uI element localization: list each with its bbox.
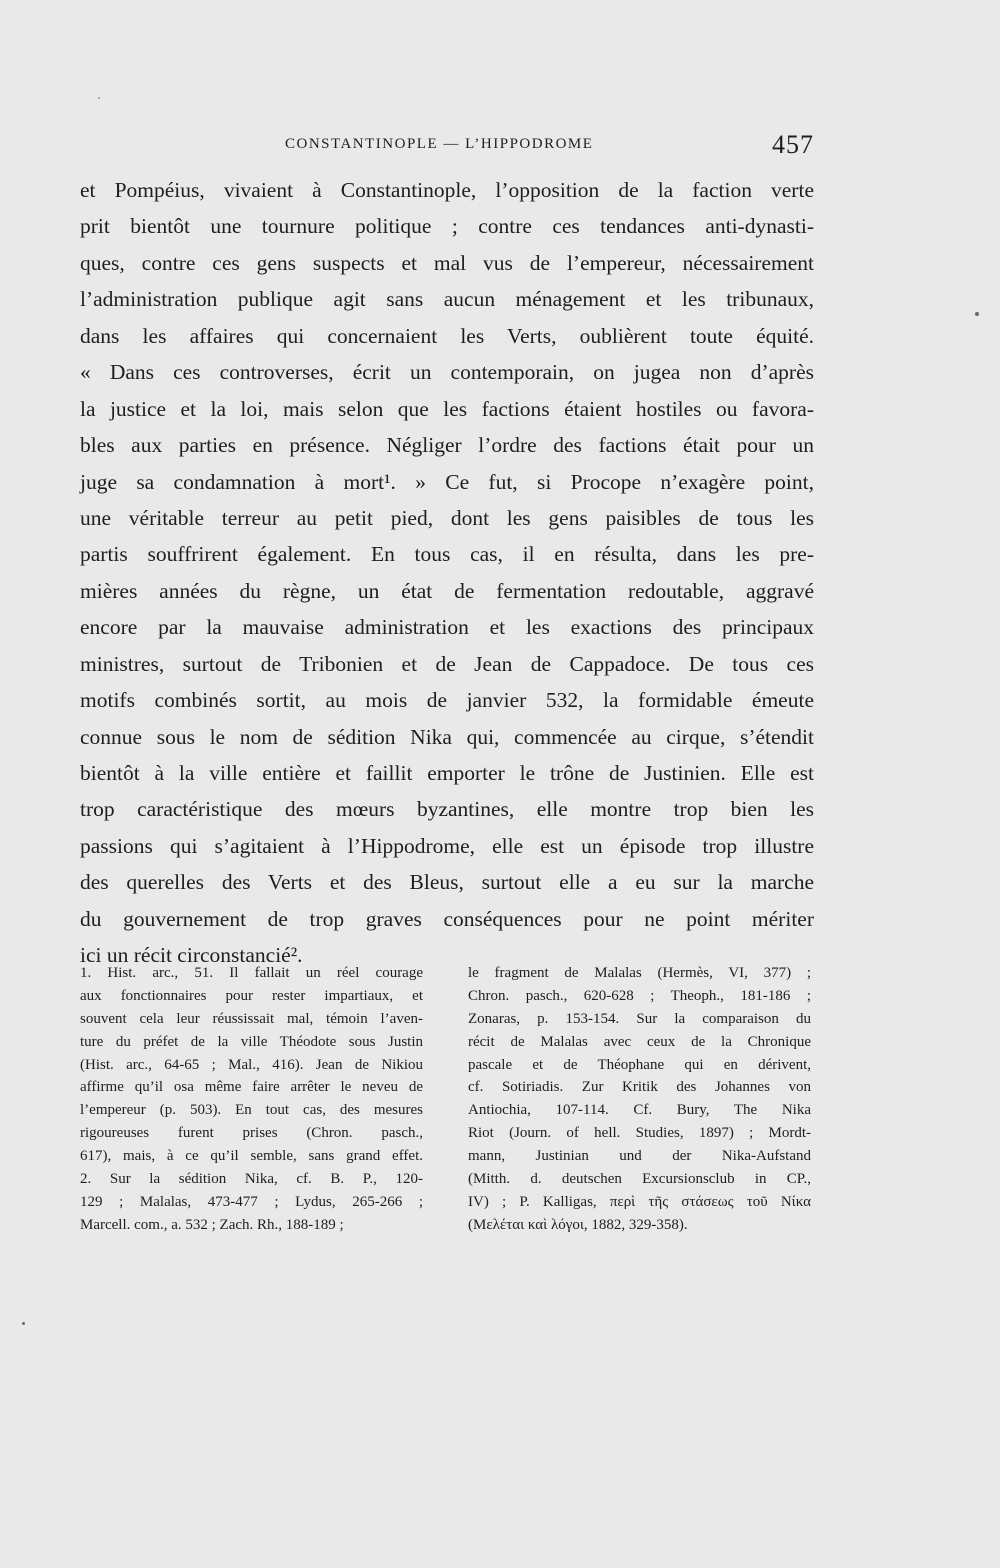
text-line: du gouvernement de trop graves conséquences pour ne point mériter <box>80 906 814 931</box>
text-line: ques, contre ces gens suspects et mal vus de l’empereur, nécessairement <box>80 250 814 275</box>
footnote-line: Antiochia, 107-114. Cf. Bury, The Nika <box>468 1102 811 1119</box>
footnote-line: (Hist. arc., 64-65 ; Mal., 416). Jean de Nikiou <box>80 1056 423 1073</box>
text-line: la justice et la loi, mais selon que les factions étaient hostiles ou favora- <box>80 396 814 421</box>
footnote-line: 617), mais, à ce qu’il semble, sans grand effet. <box>80 1148 423 1165</box>
footnote-line: (Mitth. d. deutschen Excursionsclub in CP., <box>468 1171 811 1188</box>
text-line: l’administration publique agit sans aucun ménagement et les tribunaux, <box>80 287 814 312</box>
text-line: bientôt à la ville entière et faillit emporter le trône de Justinien. Elle est <box>80 761 814 785</box>
footnote-column-right <box>468 962 811 1237</box>
footnote-line: IV) ; P. Kalligas, περὶ τῆς στάσεως τοῦ Νίκα <box>468 1193 811 1210</box>
footnote-line: aux fonctionnaires pour rester impartiaux, et <box>80 987 423 1004</box>
text-line: une véritable terreur au petit pied, dont les gens paisibles de tous les <box>80 505 814 530</box>
footnote-line: Chron. pasch., 620-628 ; Theoph., 181-186 ; <box>468 987 811 1004</box>
text-line: et Pompéius, vivaient à Constantinople, l’opposition de la faction verte <box>80 178 814 202</box>
footnote-line: ture du préfet de la ville Théodote sous Justin <box>80 1033 423 1050</box>
footnote-line: cf. Sotiriadis. Zur Kritik des Johannes von <box>468 1079 811 1096</box>
footnote-line: mann, Justinian und der Nika-Aufstand <box>468 1148 811 1165</box>
text-line: connue sous le nom de sédition Nika qui, commencée au cirque, s’étendit <box>80 724 814 749</box>
running-head <box>80 130 814 160</box>
footnote-line: Marcell. com., a. 532 ; Zach. Rh., 188-189 ; <box>80 1216 344 1233</box>
text-line: des querelles des Verts et des Bleus, surtout elle a eu sur la marche <box>80 870 814 895</box>
text-line: juge sa condamnation à mort¹. » Ce fut, si Procope n’exagère point, <box>80 469 814 494</box>
text-line: mières années du règne, un état de fermentation redoutable, aggravé <box>80 578 814 603</box>
text-line: motifs combinés sortit, au mois de janvier 532, la formidable émeute <box>80 688 814 713</box>
paper-speck <box>98 97 100 99</box>
footnote-line: Zonaras, p. 153-154. Sur la comparaison du <box>468 1010 811 1027</box>
footnote-line: 129 ; Malalas, 473-477 ; Lydus, 265-266 ; <box>80 1193 423 1210</box>
paper-speck <box>975 312 979 316</box>
footnote-line: 2. Sur la sédition Nika, cf. B. P., 120- <box>80 1171 423 1188</box>
footnote-line: 1. Hist. arc., 51. Il fallait un réel courage <box>80 965 423 981</box>
footnote-line: rigoureuses furent prises (Chron. pasch., <box>80 1125 423 1142</box>
text-line: trop caractéristique des mœurs byzantines, elle montre trop bien les <box>80 797 814 822</box>
footnote-line: le fragment de Malalas (Hermès, VI, 377) ; <box>468 965 811 981</box>
page-number: 457 <box>772 130 814 159</box>
text-line: « Dans ces controverses, écrit un contemporain, on jugea non d’après <box>80 360 814 385</box>
text-line: ici un récit circonstancié². <box>80 943 303 968</box>
text-line: passions qui s’agitaient à l’Hippodrome, elle est un épisode trop illustre <box>80 833 814 858</box>
paper-speck <box>22 1322 25 1325</box>
text-line: ministres, surtout de Tribonien et de Jean de Cappadoce. De tous ces <box>80 651 814 676</box>
footnote-line: récit de Malalas avec ceux de la Chronique <box>468 1033 811 1050</box>
footnote-line: l’empereur (p. 503). En tout cas, des mesures <box>80 1102 423 1119</box>
main-text <box>80 172 814 974</box>
running-title: CONSTANTINOPLE — L’HIPPODROME <box>285 136 594 152</box>
text-line: partis souffrirent également. En tous cas, il en résulta, dans les pre- <box>80 542 814 567</box>
text-line: encore par la mauvaise administration et les exactions des principaux <box>80 615 814 640</box>
footnote-line: (Μελέται καὶ λόγοι, 1882, 329-358). <box>468 1216 688 1233</box>
footnote-line: souvent cela leur réussissait mal, témoin l’aven- <box>80 1010 423 1027</box>
footnote-line: affirme qu’il osa même faire arrêter le neveu de <box>80 1079 423 1096</box>
footnote-column-left <box>80 962 423 1237</box>
text-line: bles aux parties en présence. Négliger l’ordre des factions était pour un <box>80 433 814 458</box>
text-line: prit bientôt une tournure politique ; contre ces tendances anti-dynasti- <box>80 214 814 239</box>
footnote-line: pascale et de Théophane qui en dérivent, <box>468 1056 811 1073</box>
footnote-line: Riot (Journ. of hell. Studies, 1897) ; Mordt- <box>468 1125 811 1142</box>
text-line: dans les affaires qui concernaient les Verts, oublièrent toute équité. <box>80 323 814 348</box>
